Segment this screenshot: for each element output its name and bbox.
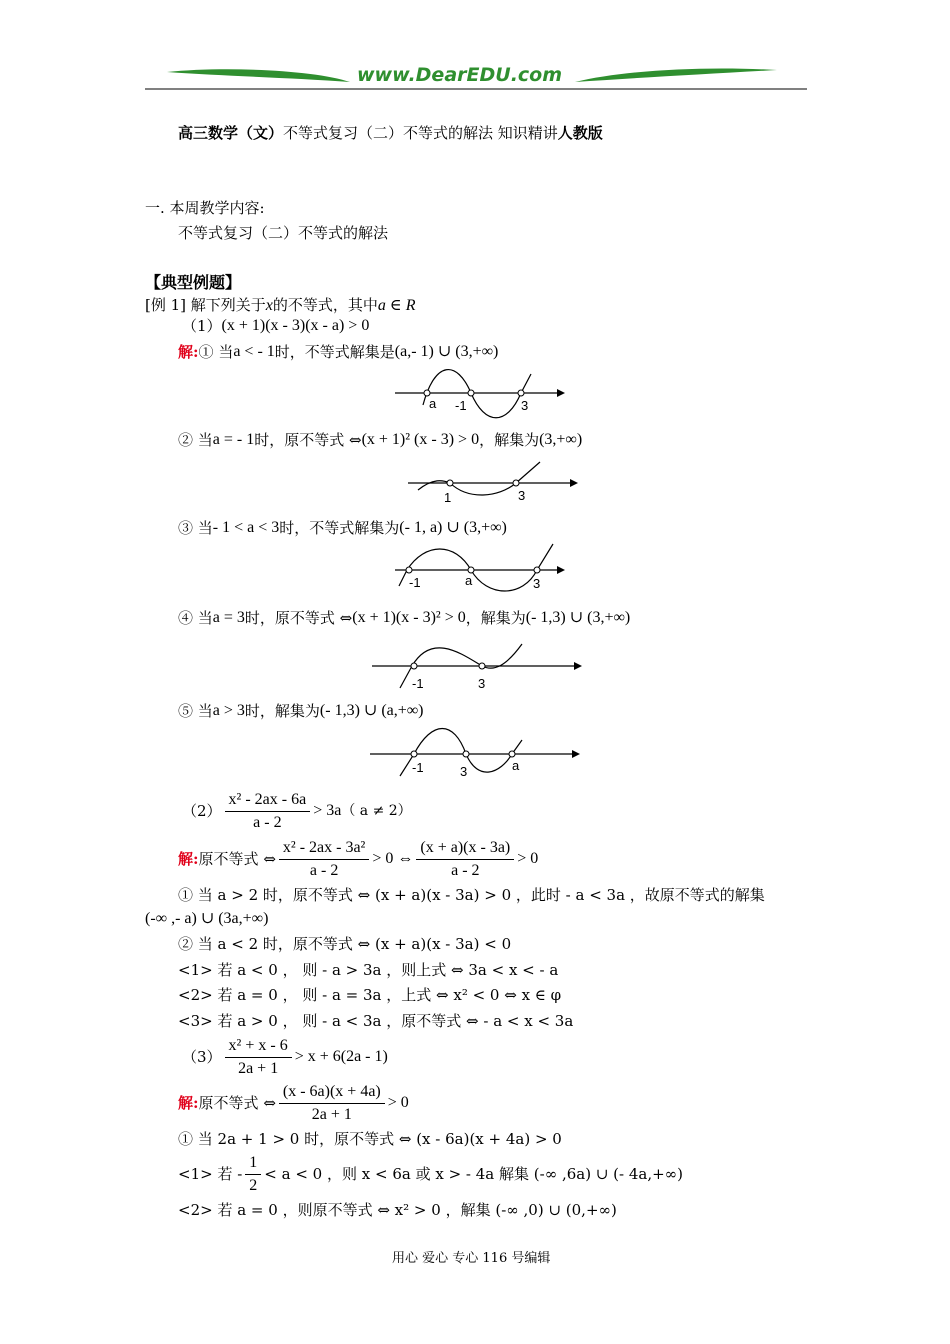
graph-case5 xyxy=(370,726,582,780)
p3-f1-denominator: 2a + 1 xyxy=(311,1105,352,1123)
section1-content: 不等式复习（二）不等式的解法 xyxy=(178,224,389,242)
p1-c1-pre: ① 当 xyxy=(198,343,234,361)
graph1-label-1: a xyxy=(429,396,437,411)
p3-fraction xyxy=(225,1036,292,1079)
p3-s1-numerator: 1 xyxy=(245,1153,261,1175)
graph5-label-3: a xyxy=(512,758,520,773)
p3-sub2: <2> 若 a = 0 ，则原不等式 ⇔ x² > 0 ，解集 (-∞ ,0) ∪ (0,+∞) xyxy=(178,1201,617,1219)
p3-num: （3） xyxy=(182,1048,222,1066)
p1-c4-set: (- 1,3) ∪ (3,+∞) xyxy=(525,609,631,626)
title-grade: 高三数学（文） xyxy=(178,124,284,142)
graph4-label-1: -1 xyxy=(412,676,424,691)
p3-s1-frac xyxy=(245,1153,261,1196)
p2-case1-set: (-∞ ,- a) ∪ (3a,+∞) xyxy=(145,910,269,927)
p1-case2 xyxy=(178,428,582,452)
p1-c2-post: ，解集为 xyxy=(479,431,540,449)
p2-f2-denominator: a - 2 xyxy=(451,861,480,879)
p2-sub1: <1> 若 a < 0 ， 则 - a > 3a ，则上式 ⇔ 3a < x < - a xyxy=(178,961,559,979)
p3-f1-numerator: (x - 6a)(x + 4a) xyxy=(279,1082,385,1104)
p2-fraction xyxy=(225,790,311,833)
p1-c5-pre: ⑤ 当 xyxy=(178,702,213,720)
page-footer: 用心 爱心 专心 116 号编辑 xyxy=(392,1251,551,1266)
graph3-label-1: -1 xyxy=(409,575,421,590)
graph1-label-3: 3 xyxy=(521,398,529,413)
p1-c4-ineq: (x + 1)(x - 3)² > 0 xyxy=(352,609,466,626)
p2-solution xyxy=(178,836,538,882)
p2-rhs: > 3a xyxy=(313,802,342,819)
p2-f2-numerator: (x + a)(x - 3a) xyxy=(416,838,514,860)
example1-cond: a ∈ R xyxy=(377,297,416,314)
p3-sub1 xyxy=(178,1152,683,1196)
p3-s1-denominator: 2 xyxy=(249,1176,258,1194)
p2-sol-frac1 xyxy=(279,838,369,881)
p1-c2-ineq: (x + 1)² (x - 3) > 0 xyxy=(361,431,480,448)
graph-case1 xyxy=(395,360,565,420)
p1-c4-post: ，解集为 xyxy=(465,609,526,627)
p1-c5-mid: 时，解集为 xyxy=(244,702,320,720)
graph2-label-2: 3 xyxy=(518,488,526,503)
p2-f2-rhs: > 0 xyxy=(517,850,539,867)
p3-solution-label: 解: xyxy=(178,1094,199,1112)
graph-case4 xyxy=(372,636,584,694)
p1-c1-mid: 时，不等式解集是 xyxy=(274,343,395,361)
p1-case5 xyxy=(178,699,424,723)
graph-case2 xyxy=(408,460,578,510)
graph5-label-1: -1 xyxy=(412,760,424,775)
graph1-label-2: -1 xyxy=(455,398,467,413)
graph-case3 xyxy=(395,540,565,595)
p3-statement xyxy=(182,1034,388,1080)
graph3-label-3: 3 xyxy=(533,576,541,591)
p3-denominator: 2a + 1 xyxy=(238,1059,279,1077)
brand-logo: www.DearEDU.com xyxy=(357,64,563,86)
p3-sol-frac xyxy=(279,1082,385,1125)
title-publisher: 人教版 xyxy=(557,124,603,142)
p1-c1-set: (a,- 1) ∪ (3,+∞) xyxy=(394,343,499,360)
p1-statement xyxy=(182,314,369,338)
p1-c2-set: (3,+∞) xyxy=(539,431,583,448)
p1-c2-cond: a = - 1 xyxy=(212,431,255,448)
p2-statement xyxy=(182,788,412,834)
title-topic: 不等式复习（二）不等式的解法 知识精讲 xyxy=(283,124,558,142)
p1-solution-label: 解: xyxy=(178,343,199,361)
graph2-label-1: 1 xyxy=(444,490,452,505)
p1-c4-mid: 时，原不等式 ⇔ xyxy=(244,609,353,627)
p3-s1-post: < a < 0 ，则 x < 6a 或 x > - 4a 解集 (-∞ ,6a) ∪ (- 4a,+∞) xyxy=(264,1165,684,1183)
p3-rhs: > x + 6(2a - 1) xyxy=(294,1048,388,1065)
p1-c5-cond: a > 3 xyxy=(212,702,245,719)
p3-f1-rhs: > 0 xyxy=(387,1094,409,1111)
p2-cond: （ a ≠ 2） xyxy=(341,803,412,819)
p1-c5-set: (- 1,3) ∪ (a,+∞) xyxy=(319,702,424,719)
page-title xyxy=(178,122,603,143)
p1-ineq: (x + 1)(x - 3)(x - a) > 0 xyxy=(221,317,370,334)
p2-sol-pre: 原不等式 ⇔ xyxy=(198,850,276,868)
example1-line xyxy=(145,294,416,315)
p3-sol-pre: 原不等式 ⇔ xyxy=(198,1094,276,1112)
p1-c3-cond: - 1 < a < 3 xyxy=(212,519,280,536)
example1-var: x xyxy=(265,297,273,314)
graph5-label-2: 3 xyxy=(460,764,468,779)
p2-sub3: <3> 若 a > 0 ， 则 - a < 3a ，原不等式 ⇔ - a < x < 3a xyxy=(178,1012,574,1030)
p2-num: （2） xyxy=(182,802,222,820)
p3-numerator: x² + x - 6 xyxy=(225,1036,292,1058)
p2-solution-label: 解: xyxy=(178,850,199,868)
p2-f1-rhs: > 0 ⇔ xyxy=(372,850,414,867)
p3-s1-pre: <1> 若 - xyxy=(178,1165,243,1183)
p1-num: （1） xyxy=(182,317,222,335)
p1-c3-set: (- 1, a) ∪ (3,+∞) xyxy=(399,519,507,536)
p1-case3 xyxy=(178,516,507,540)
p1-c4-cond: a = 3 xyxy=(212,609,245,626)
p1-c3-pre: ③ 当 xyxy=(178,519,213,537)
section1-heading: 一. 本周教学内容: xyxy=(145,199,265,217)
graph3-label-2: a xyxy=(465,573,473,588)
p2-f1-numerator: x² - 2ax - 3a² xyxy=(279,838,369,860)
example1-mid: 的不等式，其中 xyxy=(272,296,378,314)
p2-case2: ② 当 a < 2 时，原不等式 ⇔ (x + a)(x - 3a) < 0 xyxy=(178,935,512,953)
p2-f1-denominator: a - 2 xyxy=(309,861,339,879)
p2-numerator: x² - 2ax - 6a xyxy=(225,790,311,812)
p1-c3-mid: 时，不等式解集为 xyxy=(279,519,400,537)
p1-c1-cond: a < - 1 xyxy=(233,343,275,360)
p1-c2-pre: ② 当 xyxy=(178,431,213,449)
p1-c2-mid: 时，原不等式 ⇔ xyxy=(254,431,362,449)
example1-label: [例 1] 解下列关于 xyxy=(145,296,266,314)
p2-denominator: a - 2 xyxy=(253,813,282,831)
p2-case1: ① 当 a > 2 时，原不等式 ⇔ (x + a)(x - 3a) > 0 ，此时 - a < 3a ，故原不等式的解集 xyxy=(178,886,765,904)
header-banner xyxy=(145,62,807,92)
p1-case4 xyxy=(178,606,630,630)
p2-sub2: <2> 若 a = 0 ， 则 - a = 3a ，上式 ⇔ x² < 0 ⇔ x ∈ φ xyxy=(178,986,562,1004)
graph4-label-2: 3 xyxy=(478,676,486,691)
p1-c4-pre: ④ 当 xyxy=(178,609,213,627)
p3-solution xyxy=(178,1080,409,1126)
p2-sol-frac2 xyxy=(416,838,514,881)
p3-case1: ① 当 2a + 1 > 0 时，原不等式 ⇔ (x - 6a)(x + 4a) > 0 xyxy=(178,1130,562,1148)
section2-heading: 【典型例题】 xyxy=(145,273,242,292)
